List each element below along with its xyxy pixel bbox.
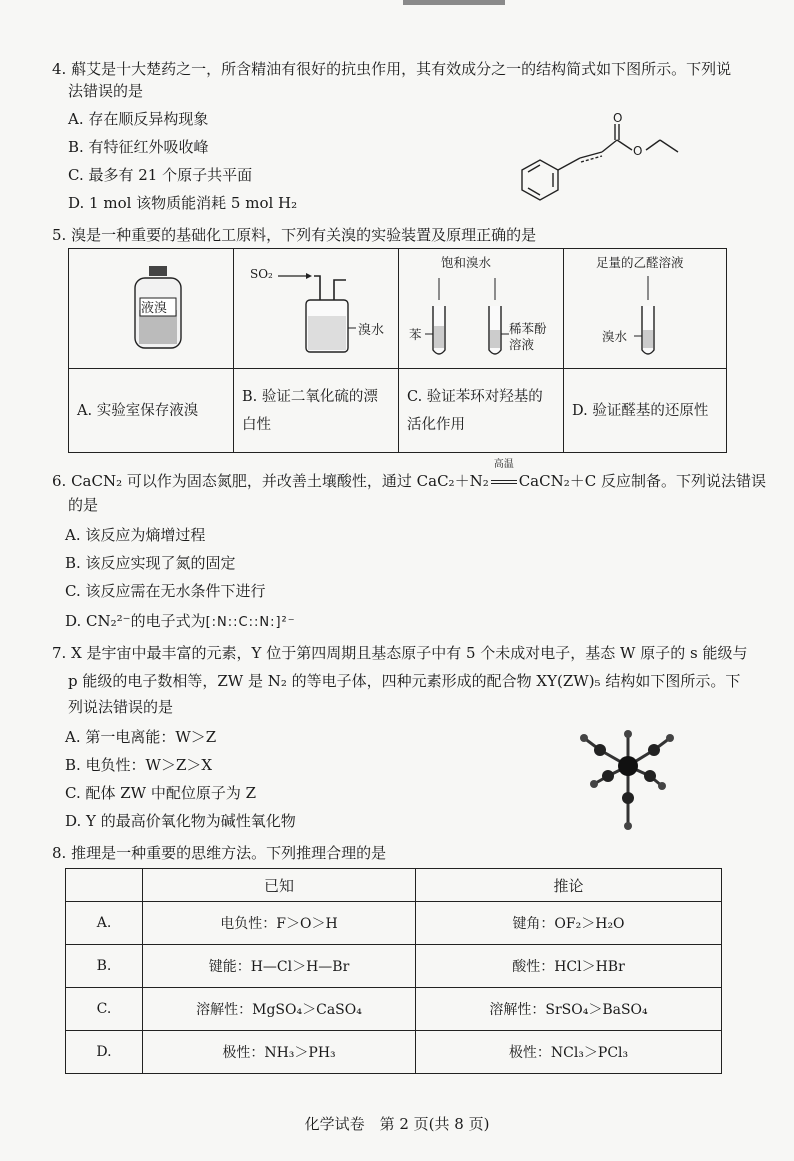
top-scan-mark: [403, 0, 505, 5]
fig-b-gas: SO₂: [250, 267, 273, 281]
q7-option-a: A. 第一电离能：W＞Z: [65, 728, 217, 746]
table-header-cell: 已知: [143, 869, 416, 902]
q7-option-d: D. Y 的最高价氧化物为碱性氧化物: [65, 812, 296, 830]
fig-c-right2: 溶液: [509, 337, 535, 352]
q4-option-d: D. 1 mol 该物质能消耗 5 mol H₂: [68, 194, 298, 212]
table-cell: 键能：H—Cl＞H—Br: [143, 945, 416, 988]
q6-stem-line1: 6. CaCN₂ 可以作为固态氮肥，并改善土壤酸性，通过 CaC₂＋N₂ 高温 CaCN₂＋C 反应制备。下列说法错误: [52, 459, 766, 490]
ester-oxygen-label: O: [633, 144, 643, 158]
q8-stem: 8. 推理是一种重要的思维方法。下列推理合理的是: [52, 844, 387, 862]
q6-option-a: A. 该反应为熵增过程: [65, 526, 206, 544]
table-row: [66, 902, 722, 945]
fig-d-left: 溴水: [602, 329, 628, 344]
fig-c-right1: 稀苯酚: [509, 321, 547, 336]
q4-stem-line1: 4. 蔛艾是十大楚药之一，所含精油有很好的抗虫作用，其有效成分之一的结构简式如下图所示。下列说: [52, 60, 732, 78]
fig-c-left: 苯: [409, 327, 422, 342]
reaction-arrow: 高温: [489, 470, 519, 492]
table-cell: 溶解性：SrSO₄＞BaSO₄: [416, 988, 722, 1031]
table-cell: B.: [66, 945, 143, 988]
q5-option-b: B. 验证二氧化硫的漂 白性: [234, 369, 399, 453]
table-header-cell: [66, 869, 143, 902]
q5-option-a: A. 实验室保存液溴: [69, 369, 234, 453]
q6-option-d: D. CN₂²⁻的电子式为[:N::C::N:]²⁻: [65, 612, 296, 630]
fig-b-label: 溴水: [358, 323, 385, 338]
cn2-electron-formula: [:N::C::N:]²⁻: [205, 615, 296, 630]
q7-option-b: B. 电负性：W＞Z＞X: [65, 756, 213, 774]
q4-option-b: B. 有特征红外吸收峰: [68, 138, 209, 156]
q6-option-c: C. 该反应需在无水条件下进行: [65, 582, 266, 600]
q7-option-c: C. 配体 ZW 中配位原子为 Z: [65, 784, 257, 802]
table-row: [66, 988, 722, 1031]
table-header-row: [66, 869, 722, 902]
table-row: [66, 945, 722, 988]
q5-figure-a: [69, 249, 234, 369]
table-cell: A.: [66, 902, 143, 945]
q7-stem-line1: 7. X 是宇宙中最丰富的元素，Y 位于第四周期且基态原子中有 5 个未成对电子，基态 W 原子的 s 能级与: [52, 644, 748, 662]
q5-stem: 5. 溴是一种重要的基础化工原料，下列有关溴的实验装置及原理正确的是: [52, 226, 537, 244]
table-cell: D.: [66, 1031, 143, 1074]
q7-stem-line2: p 能级的电子数相等，ZW 是 N₂ 的等电子体，四种元素形成的配合物 XY(ZW)₅ 结构如下图所示。下: [68, 672, 741, 690]
q5-figure-c: [399, 249, 564, 369]
q4-stem-line2: 法错误的是: [68, 82, 144, 100]
table-cell: C.: [66, 988, 143, 1031]
q5-figure-d: [564, 249, 727, 369]
table-cell: 电负性：F＞O＞H: [143, 902, 416, 945]
table-cell: 溶解性：MgSO₄＞CaSO₄: [143, 988, 416, 1031]
q5-option-d: D. 验证醛基的还原性: [564, 369, 727, 453]
q6-stem-line2: 的是: [68, 496, 99, 514]
fig-d-top: 足量的乙醛溶液: [596, 255, 684, 270]
bottle-stopper-icon: [149, 266, 167, 276]
central-atom-y: [618, 756, 638, 776]
table-row: [66, 1031, 722, 1074]
q6-option-b: B. 该反应实现了氮的固定: [65, 554, 236, 572]
table-cell: 键角：OF₂＞H₂O: [416, 902, 722, 945]
q5-option-c: C. 验证苯环对羟基的 活化作用: [399, 369, 564, 453]
q4-option-c: C. 最多有 21 个原子共平面: [68, 166, 253, 184]
carbonyl-oxygen-label: O: [613, 112, 623, 125]
page-footer: 化学试卷 第 2 页(共 8 页): [304, 1115, 490, 1133]
fig-a-label: 液溴: [141, 301, 168, 316]
q8-reasoning-table: [65, 868, 722, 1074]
q5-figure-b: [234, 249, 399, 369]
q5-apparatus-table: [68, 248, 727, 453]
table-cell: 极性：NCl₃＞PCl₃: [416, 1031, 722, 1074]
table-cell: 酸性：HCl＞HBr: [416, 945, 722, 988]
q7-stem-line3: 列说法错误的是: [68, 698, 174, 716]
q4-option-a: A. 存在顺反异构现象: [68, 110, 209, 128]
table-header-cell: 推论: [416, 869, 722, 902]
ethyl-cinnamate-structure: [512, 112, 692, 212]
fig-c-top: 饱和溴水: [441, 255, 492, 270]
complex-ball-stick-model: [570, 728, 690, 838]
table-cell: 极性：NH₃＞PH₃: [143, 1031, 416, 1074]
